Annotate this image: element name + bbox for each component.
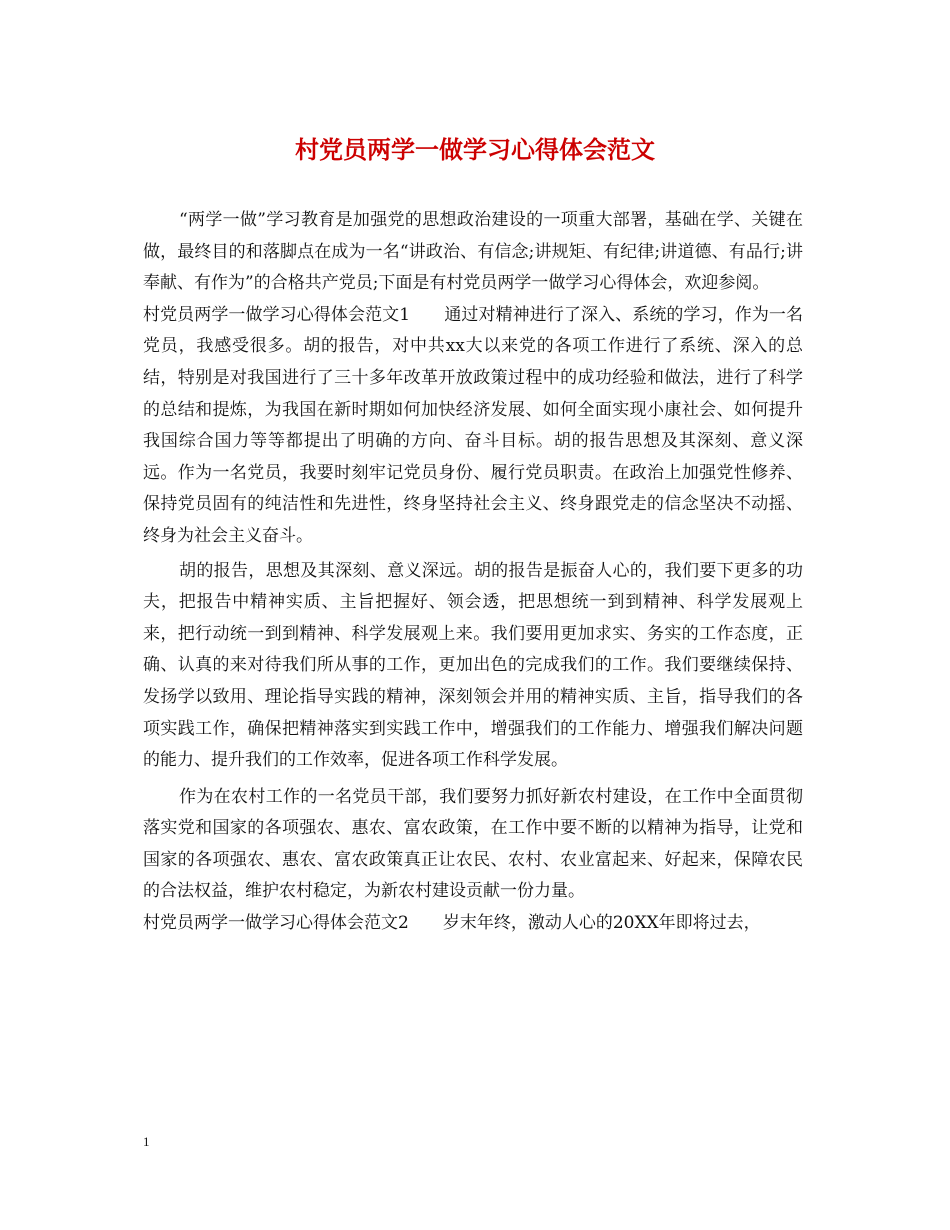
document-title: 村党员两学一做学习心得体会范文 [295,135,655,164]
paragraph-intro: “两学一做”学习教育是加强党的思想政治建设的一项重大部署，基础在学、关键在做，最终目的和落脚点在成为一名“讲政治、有信念;讲规矩、有纪律;讲道德、有品行;讲奉献、有作为”的合格共产党员;下面是有村党员两学一做学习心得体会，欢迎参阅。 [143,210,803,294]
document-body [143,205,803,940]
paragraph-report: 胡的报告，思想及其深刻、意义深远。胡的报告是振奋人心的，我们要下更多的功夫，把报告中精神实质、主旨把握好、领会透，把思想统一到到精神、科学发展观上来，把行动统一到到精神、科学发展观上来。我们要用更加求实、务实的工作态度，正确、认真的来对待我们所从事的工作，更加出色的完成我们的工作。我们要继续保持、发扬学以致用、理论指导实践的精神，深刻领会并用的精神实质、主旨，指导我们的各项实践工作，确保把精神落实到实践工作中，增强我们的工作能力、增强我们解决问题的能力、提升我们的工作效率，促进各项工作科学发展。 [143,560,803,771]
paragraph-essay-2: 村党员两学一做学习心得体会范文2 岁末年终，激动人心的20XX年即将过去， [143,913,761,934]
paragraph-rural-work: 作为在农村工作的一名党员干部，我们要努力抓好新农村建设，在工作中全面贯彻落实党和国家的各项强农、惠农、富农政策，在工作中要不断的以精神为指导，让党和国家的各项强农、惠农、富农政策真正让农民、农村、农业富起来、好起来，保障农民的合法权益，维护农村稳定，为新农村建设贡献一份力量。 [143,786,803,902]
paragraph-essay-1: 村党员两学一做学习心得体会范文1 通过对精神进行了深入、系统的学习，作为一名党员，我感受很多。胡的报告，对中共xx大以来党的各项工作进行了系统、深入的总结，特别是对我国进行了三十多年改革开放政策过程中的成功经验和做法，进行了科学的总结和提炼，为我国在新时期如何加快经济发展、如何全面实现小康社会、如何提升我国综合国力等等都提出了明确的方向、奋斗目标。胡的报告思想及其深刻、意义深远。作为一名党员，我要时刻牢记党员身份、履行党员职责。在政治上加强党性修养、保持党员固有的纯洁性和先进性，终身坚持社会主义、终身跟党走的信念坚决不动摇、终身为社会主义奋斗。 [143,304,803,546]
page-number: 1 [143,1134,150,1149]
